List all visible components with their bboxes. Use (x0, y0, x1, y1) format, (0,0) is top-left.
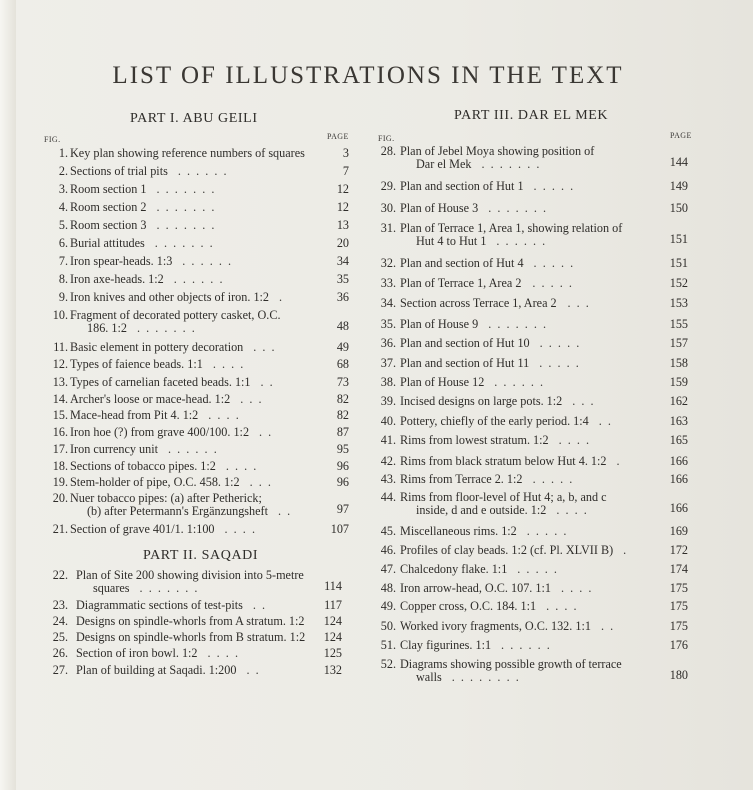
leader-dots: . . . . . . . (481, 158, 540, 171)
list-entry (372, 357, 692, 371)
caption-text: Iron currency unit (70, 442, 158, 456)
list-entry (372, 544, 692, 558)
list-entry (44, 237, 353, 251)
leader-dots: . . . . . (532, 277, 572, 290)
list-entry (44, 492, 353, 520)
list-entry (44, 309, 353, 337)
leader-dots: . . . . . . (167, 443, 217, 456)
page-number: 150 (669, 201, 688, 215)
figure-number: 50. (380, 619, 396, 633)
page-number: 155 (669, 317, 688, 331)
figure-number: 14. (52, 392, 68, 406)
figure-number: 31. (380, 221, 396, 235)
leader-dots: . . . . . . (173, 273, 223, 286)
figure-number: 5. (58, 218, 68, 232)
page-number: 175 (669, 599, 688, 613)
list-entry (44, 183, 353, 197)
page-number: 12 (336, 200, 349, 214)
leader-dots: . . . . (212, 358, 244, 371)
list-entry (44, 165, 353, 179)
figure-number: 21. (52, 522, 68, 536)
leader-dots: . . . . . (526, 525, 567, 538)
caption-text: Plan of Jebel Moya showing position of (400, 144, 595, 158)
page-number: 117 (324, 598, 342, 612)
figure-number: 46. (380, 543, 396, 557)
leader-dots: . . . . . . . (156, 201, 215, 214)
list-entry (44, 255, 353, 269)
page-number: 97 (336, 502, 349, 516)
caption-text: Copper cross, O.C. 184. 1:1 (400, 599, 537, 613)
figure-number: 7. (58, 254, 68, 268)
figure-number: 42. (380, 454, 396, 468)
figure-number: 28. (380, 144, 396, 158)
part1-title: PART I. ABU GEILI (130, 111, 258, 126)
leader-dots: . (279, 291, 283, 304)
caption-text: Plan of Site 200 showing division into 5-metre (76, 568, 304, 582)
list-entry (372, 297, 692, 311)
leader-dots: . . . . (208, 409, 239, 422)
page-header-right: PAGE (670, 131, 692, 140)
caption-text-continued: squares (93, 581, 130, 595)
list-entry (44, 664, 346, 678)
list-entry (44, 291, 353, 305)
figure-number: 40. (380, 414, 396, 428)
figure-number: 49. (380, 599, 396, 613)
page-number: 180 (669, 668, 688, 682)
list-entry (44, 147, 353, 161)
list-entry (372, 277, 692, 291)
caption-text: Plan of House 3 (400, 201, 479, 215)
leader-dots: . (616, 455, 620, 468)
leader-dots: . . . . . . (496, 235, 546, 248)
caption-text: Pottery, chiefly of the early period. 1:4 (400, 414, 589, 428)
caption-text: Rims from black stratum below Hut 4. 1:2 (400, 454, 607, 468)
page-number: 3 (342, 146, 349, 160)
list-entry (372, 639, 692, 653)
page-number: 124 (323, 614, 342, 628)
caption-text: Miscellaneous rims. 1:2 (400, 524, 517, 538)
page-number: 151 (669, 256, 688, 270)
list-entry (44, 569, 346, 597)
caption-text-continued: Hut 4 to Hut 1 (416, 234, 487, 248)
caption-text: Sections of tobacco pipes. 1:2 (70, 459, 216, 473)
page-number: 107 (330, 522, 349, 536)
caption-text: Plan of House 12 (400, 375, 485, 389)
leader-dots: . . . . . . . (488, 318, 547, 331)
caption-text: Plan of House 9 (400, 317, 479, 331)
figure-number: 43. (380, 472, 396, 486)
page-number: 96 (336, 459, 349, 473)
list-entry (44, 358, 353, 372)
leader-dots: . . . . . . (177, 165, 227, 178)
caption-text: Incised designs on large pots. 1:2 (400, 394, 563, 408)
page-number: 36 (336, 290, 349, 304)
list-entry (372, 180, 692, 194)
leader-dots: . . . . . . . (156, 183, 215, 196)
caption-text: Key plan showing reference numbers of squares (70, 146, 305, 160)
page-number: 49 (336, 340, 349, 354)
figure-number: 38. (380, 375, 396, 389)
list-entry (44, 376, 353, 390)
caption-text: Rims from lowest stratum. 1:2 (400, 433, 549, 447)
list-entry (44, 201, 353, 215)
leader-dots: . . (259, 426, 272, 439)
page-number: 13 (336, 218, 349, 232)
caption-text: Types of faience beads. 1:1 (70, 357, 203, 371)
caption-text: Worked ivory fragments, O.C. 132. 1:1 (400, 619, 591, 633)
page-number: 149 (669, 179, 688, 193)
page-title: LIST OF ILLUSTRATIONS IN THE TEXT (112, 62, 624, 89)
page-number: 125 (323, 646, 342, 660)
page-number: 12 (336, 182, 349, 196)
part2-title: PART II. SAQADI (143, 548, 259, 563)
caption-text-continued: 186. 1:2 (87, 321, 127, 335)
leader-dots: . . (598, 415, 611, 428)
figure-number: 24. (52, 614, 68, 628)
leader-dots: . . . . (556, 504, 587, 517)
page-number: 174 (669, 562, 688, 576)
page-number: 82 (336, 408, 349, 422)
leader-dots: . . . . (207, 647, 238, 660)
figure-number: 32. (380, 256, 396, 270)
caption-text: Plan of Terrace 1, Area 1, showing relation of (400, 221, 623, 235)
figure-number: 1. (58, 146, 68, 160)
page-number: 175 (669, 581, 688, 595)
leader-dots: . . . . . . (182, 255, 232, 268)
page-number: 175 (669, 619, 688, 633)
list-entry (372, 337, 692, 351)
figure-number: 23. (52, 598, 68, 612)
list-entry (372, 415, 692, 429)
figure-number: 51. (380, 638, 396, 652)
figure-number: 13. (52, 375, 68, 389)
leader-dots: . . (600, 620, 614, 633)
figure-number: 52. (380, 657, 396, 671)
page-number: 166 (669, 454, 688, 468)
list-entry (372, 395, 692, 409)
page-number: 144 (669, 155, 688, 169)
caption-text-continued: inside, d and e outside. 1:2 (416, 503, 547, 517)
leader-dots: . . (252, 599, 266, 612)
list-entry (44, 219, 353, 233)
leader-dots: . . (260, 376, 273, 389)
caption-text-continued: walls (416, 670, 442, 684)
caption-text: Nuer tobacco pipes: (a) after Petherick; (70, 491, 262, 505)
leader-dots: . . . . . . (494, 376, 544, 389)
list-entry (372, 222, 692, 250)
page-number: 68 (336, 357, 349, 371)
leader-dots: . . . . (546, 600, 577, 613)
list-entry (372, 318, 692, 332)
leader-dots: . . . (240, 393, 262, 406)
list-entry (44, 273, 353, 287)
list-entry (44, 341, 353, 355)
caption-text: Mace-head from Pit 4. 1:2 (70, 408, 199, 422)
page-number: 157 (669, 336, 688, 350)
leader-dots: . . . . . . . (156, 219, 215, 232)
caption-text: Clay figurines. 1:1 (400, 638, 492, 652)
list-entry (372, 455, 692, 469)
leader-dots: . . . . . . . (154, 237, 213, 250)
figure-number: 47. (380, 562, 396, 576)
page-number: 114 (324, 579, 342, 593)
list-entry (372, 376, 692, 390)
leader-dots: . . . . . (539, 357, 579, 370)
list-entry (44, 460, 353, 474)
figure-number: 30. (380, 201, 396, 215)
page-number: 96 (336, 475, 349, 489)
list-entry (44, 523, 353, 537)
page-number: 151 (669, 232, 688, 246)
leader-dots: . . . . . (532, 473, 573, 486)
figure-number: 34. (380, 296, 396, 310)
leader-dots: . . . . (225, 460, 257, 473)
figure-number: 27. (52, 663, 68, 677)
caption-text-continued: Dar el Mek (416, 157, 472, 171)
figure-number: 4. (58, 200, 68, 214)
list-entry (372, 473, 692, 487)
list-entry (44, 426, 353, 440)
figure-number: 37. (380, 356, 396, 370)
leader-dots: . . . . . (533, 257, 574, 270)
page-header: PAGE (327, 132, 349, 141)
list-entry (372, 600, 692, 614)
caption-text: Plan and section of Hut 11 (400, 356, 530, 370)
caption-text: Diagrams showing possible growth of terrace (400, 657, 622, 671)
page-number: 158 (669, 356, 688, 370)
caption-text: Section of iron bowl. 1:2 (76, 646, 198, 660)
page-number: 153 (669, 296, 688, 310)
list-entry (372, 582, 692, 596)
page-edge (0, 0, 16, 790)
page-number: 20 (336, 236, 349, 250)
figure-number: 8. (58, 272, 68, 286)
list-entry (372, 563, 692, 577)
figure-number: 45. (380, 524, 396, 538)
figure-number: 9. (58, 290, 68, 304)
page-number: 176 (669, 638, 688, 652)
page-number: 95 (336, 442, 349, 456)
caption-text: Profiles of clay beads. 1:2 (cf. Pl. XLVII B) (400, 543, 614, 557)
list-entry (44, 599, 346, 613)
caption-text: Iron spear-heads. 1:3 (70, 254, 173, 268)
figure-number: 20. (52, 491, 68, 505)
leader-dots: . . . (253, 341, 275, 354)
caption-text: Plan of building at Saqadi. 1:200 (76, 663, 237, 677)
list-entry (44, 443, 353, 457)
page-number: 132 (323, 663, 342, 677)
list-entry (44, 476, 353, 490)
page-number: 7 (342, 164, 349, 178)
list-entry (372, 491, 692, 519)
list-entry (372, 145, 692, 173)
figure-number: 3. (58, 182, 68, 196)
caption-text: Archer's loose or mace-head. 1:2 (70, 392, 231, 406)
page-number: 35 (336, 272, 349, 286)
figure-number: 44. (380, 490, 396, 504)
caption-text: Iron hoe (?) from grave 400/100. 1:2 (70, 425, 250, 439)
page-number: 159 (669, 375, 688, 389)
page-number: 166 (669, 501, 688, 515)
figure-number: 35. (380, 317, 396, 331)
list-entry (372, 434, 692, 448)
caption-text: Types of carnelian faceted beads. 1:1 (70, 375, 251, 389)
figure-number: 17. (52, 442, 68, 456)
leader-dots: . . . . (560, 582, 592, 595)
page-number: 172 (669, 543, 688, 557)
figure-number: 19. (52, 475, 68, 489)
leader-dots: . (623, 544, 627, 557)
figure-number: 6. (58, 236, 68, 250)
caption-text: Iron axe-heads. 1:2 (70, 272, 164, 286)
figure-number: 15. (52, 408, 68, 422)
caption-text: Plan and section of Hut 10 (400, 336, 530, 350)
page-number: 152 (669, 276, 688, 290)
page-number: 165 (669, 433, 688, 447)
caption-text: Plan and section of Hut 4 (400, 256, 524, 270)
part3-title: PART III. DAR EL MEK (454, 108, 609, 123)
leader-dots: . . . (249, 476, 271, 489)
page-number: 169 (669, 524, 688, 538)
caption-text-continued: (b) after Petermann's Ergänzungsheft (87, 504, 268, 518)
list-entry (44, 631, 346, 645)
caption-text: Burial attitudes (70, 236, 145, 250)
page-number: 124 (323, 630, 342, 644)
page-number: 73 (336, 375, 349, 389)
page-number: 163 (669, 414, 688, 428)
figure-number: 18. (52, 459, 68, 473)
figure-number: 2. (58, 164, 68, 178)
leader-dots: . . . (567, 297, 589, 310)
list-entry (44, 409, 353, 423)
figure-number: 16. (52, 425, 68, 439)
caption-text: Plan and section of Hut 1 (400, 179, 524, 193)
caption-text: Plan of Terrace 1, Area 2 (400, 276, 522, 290)
leader-dots: . . . . (558, 434, 590, 447)
figure-number: 22. (52, 568, 68, 582)
figure-number: 12. (52, 357, 68, 371)
leader-dots: . . . . . . . . (451, 671, 519, 684)
list-entry (44, 393, 353, 407)
caption-text: Designs on spindle-whorls from A stratum. 1:2 (76, 614, 305, 628)
figure-number: 29. (380, 179, 396, 193)
figure-number: 39. (380, 394, 396, 408)
page-number: 48 (336, 319, 349, 333)
fig-header-right: FIG. (378, 134, 395, 143)
page-number: 166 (669, 472, 688, 486)
caption-text: Room section 1 (70, 182, 147, 196)
list-entry (372, 257, 692, 271)
list-entry (372, 525, 692, 539)
page-number: 34 (336, 254, 349, 268)
leader-dots: . . . (572, 395, 594, 408)
leader-dots: . . . . . . . (488, 202, 547, 215)
caption-text: Section of grave 401/1. 1:100 (70, 522, 215, 536)
list-entry (372, 658, 692, 686)
caption-text: Sections of trial pits (70, 164, 168, 178)
list-entry (372, 620, 692, 634)
figure-number: 26. (52, 646, 68, 660)
leader-dots: . . . . . (517, 563, 557, 576)
figure-number: 41. (380, 433, 396, 447)
figure-number: 33. (380, 276, 396, 290)
caption-text: Diagrammatic sections of test-pits (76, 598, 243, 612)
caption-text: Rims from Terrace 2. 1:2 (400, 472, 523, 486)
page-number: 87 (336, 425, 349, 439)
caption-text: Iron arrow-head, O.C. 107. 1:1 (400, 581, 551, 595)
caption-text: Rims from floor-level of Hut 4; a, b, and c (400, 490, 607, 504)
leader-dots: . . (277, 505, 291, 518)
leader-dots: . . . . . . (501, 639, 550, 652)
figure-number: 10. (52, 308, 68, 322)
leader-dots: . . . . . (533, 180, 574, 193)
caption-text: Chalcedony flake. 1:1 (400, 562, 508, 576)
caption-text: Section across Terrace 1, Area 2 (400, 296, 557, 310)
list-entry (372, 202, 692, 216)
leader-dots: . . . . . . . (136, 322, 195, 335)
leader-dots: . . . . . . . (139, 582, 198, 595)
leader-dots: . . (246, 664, 259, 677)
caption-text: Iron knives and other objects of iron. 1:2 (70, 290, 270, 304)
caption-text: Stem-holder of pipe, O.C. 458. 1:2 (70, 475, 240, 489)
caption-text: Designs on spindle-whorls from B stratum. 1:2 (76, 630, 306, 644)
figure-number: 11. (53, 340, 68, 354)
caption-text: Basic element in pottery decoration (70, 340, 244, 354)
caption-text: Room section 2 (70, 200, 147, 214)
page-number: 162 (669, 394, 688, 408)
caption-text: Fragment of decorated pottery casket, O.C. (70, 308, 281, 322)
figure-number: 48. (380, 581, 396, 595)
figure-number: 36. (380, 336, 396, 350)
leader-dots: . . . . (224, 523, 255, 536)
caption-text: Room section 3 (70, 218, 147, 232)
list-entry (44, 647, 346, 661)
page-number: 82 (336, 392, 349, 406)
figure-number: 25. (52, 630, 68, 644)
fig-header: FIG. (44, 135, 61, 144)
leader-dots: . . . . . (539, 337, 580, 350)
list-entry (44, 615, 346, 629)
